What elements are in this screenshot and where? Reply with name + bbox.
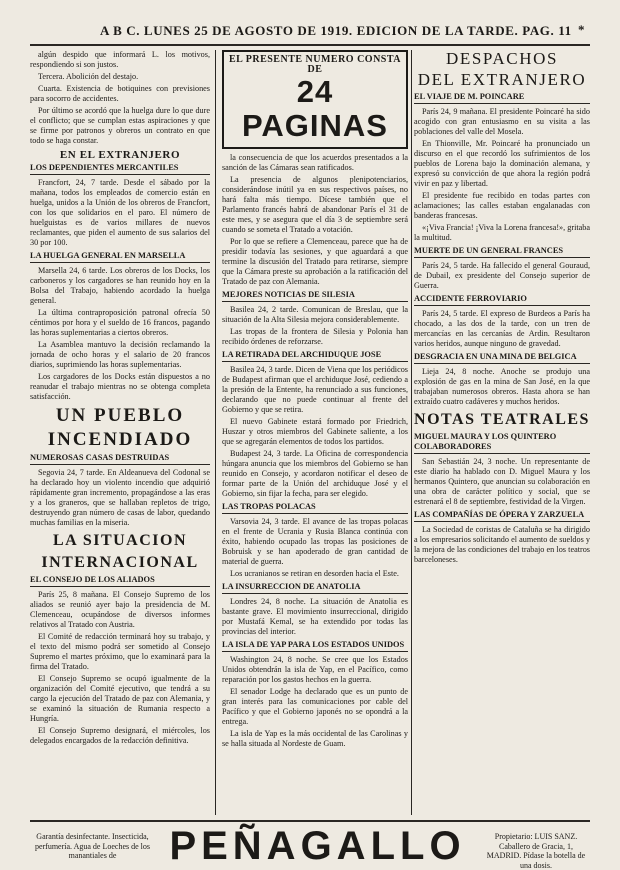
paragraph: Tercera. Abolición del destajo. xyxy=(38,72,139,81)
column-rule xyxy=(215,50,216,815)
section-title-extranjero: DEL EXTRANJERO xyxy=(417,70,587,89)
paragraph: Los cargadores de los Docks están dispuestos a no reanudar el trabajo mientras no se obtenga completa satisfacción. xyxy=(30,372,210,401)
subheading: EL VIAJE DE M. POINCARE xyxy=(414,92,590,104)
section-title-despachos: DESPACHOS xyxy=(445,50,559,68)
column-2 xyxy=(222,50,408,815)
header-mark: * xyxy=(578,22,585,37)
column-3 xyxy=(414,50,590,815)
paragraph: algún despido que informará L. los motivos, respondiendo si son justos. xyxy=(30,50,210,69)
subheading: MUERTE DE UN GENERAL FRANCES xyxy=(414,246,590,258)
section-title-notas-teatrales: NOTAS TEATRALES xyxy=(414,411,590,428)
paragraph: Marsella 24, 6 tarde. Los obreros de los Docks, los carboneros y los cargadores se han reunido hoy en la Bolsa del Trabajo, habiendo acordado la huelga general. xyxy=(30,266,210,305)
paragraph: Por lo que se refiere a Clemenceau, parece que ha de presidir todavía las sesiones, y que aguardará a que termine la discusión del Tratado para retirarse, siempre que la Cámara preste su aprobación a la ratificación del Tratado de paz con Alemania. xyxy=(222,237,408,286)
paragraph: El Comité de redacción terminará hoy su trabajo, y el texto del mismo podrá ser sometido al Consejo Supremo el martes próximo, que lo examinará para la firma del Tratado. xyxy=(30,632,210,671)
subheading: MIGUEL MAURA Y LOS QUINTERO COLABORADORES xyxy=(414,432,590,454)
subheading: EL CONSEJO DE LOS ALIADOS xyxy=(30,575,210,587)
subheading: LAS TROPAS POLACAS xyxy=(222,502,408,514)
banner-line-2: 24 PAGINAS xyxy=(242,74,388,143)
column-rule xyxy=(411,50,412,815)
subheading: MEJORES NOTICIAS DE SILESIA xyxy=(222,290,408,302)
paragraph: Lieja 24, 8 noche. Anoche se produjo una explosión de gas en la mina de San José, en la que trabajaban numerosos obreros. Hasta ahora se han extraído cuatro cadáveres y muchos heridos. xyxy=(414,367,590,406)
paragraph: París 25, 8 mañana. El Consejo Supremo de los aliados se reunió ayer bajo la presidencia de M. Clemenceau, ocupándose de diversos informes relativos al Tratado con Austria. xyxy=(30,590,210,629)
paragraph: Segovia 24, 7 tarde. En Aldeanueva del Codonal se ha declarado hoy un violento incendio que adquirió rápidamente gran incremento, propagándose a las eras y a los graneros, que se hallaban repletos de trigo, destruyendo gran número de casas de labor, quedando muchas familias en la miseria. xyxy=(30,468,210,527)
header-rule xyxy=(30,44,590,46)
paragraph: Las tropas de la frontera de Silesia y Polonia han recibido órdenes de reforzarse. xyxy=(222,327,408,346)
banner-line-1: EL PRESENTE NUMERO CONSTA DE xyxy=(228,54,402,75)
section-title-pueblo: UN PUEBLO xyxy=(55,405,185,426)
paragraph: Varsovia 24, 3 tarde. El avance de las tropas polacas en el frente de Ucrania y Rusia Blanca continúa con éxito, habiendo ocupado las tropas las posiciones de Bobruisk y se han apoderado de gran cantidad de material de guerra. xyxy=(222,517,408,566)
paragraph: Por último se acordó que la huelga dure lo que dure el conflicto; que se cumplan estas aspiraciones y que se firme por patronos y obreros un contrato en que todo se haga constar. xyxy=(30,106,210,145)
paragraph: El presidente fue recibido en todas partes con aclamaciones; las calles estaban engalanadas con banderas francesas. xyxy=(414,191,590,220)
paragraph: La Sociedad de coristas de Cataluña se ha dirigido a los empresarios solicitando el aumento de sueldos y la mejora de las condiciones del trabajo en los teatros barceloneses. xyxy=(414,525,590,564)
paragraph: Washington 24, 8 noche. Se cree que los Estados Unidos obtendrán la isla de Yap, en el Pacífico, como reparación por los gastos hechos en la guerra. xyxy=(222,655,408,684)
paragraph: París 24, 9 mañana. El presidente Poincaré ha sido acogido con gran entusiasmo en su visita a las poblaciones del valle del Mosela. xyxy=(414,107,590,136)
subheading: LA HUELGA GENERAL EN MARSELLA xyxy=(30,251,210,263)
subheading: DESGRACIA EN UNA MINA DE BELGICA xyxy=(414,352,590,364)
paragraph: La presencia de algunos plenipotenciarios, considerándose inútil ya en sus respectivos países, no hará falta más tiempo. Dícese también que el Parlamento francés habrá de abandonar París el 31 de este mes, y se asegura que el día 3 de septiembre será cuando se someta el Tratado a votación. xyxy=(222,175,408,234)
paragraph: San Sebastián 24, 3 noche. Un representante de este diario ha hablado con D. Miguel Maura y los hermanos Quintero, que anuncian su colaboración en una obra de carácter político y social, que se estrenará el 8 de septiembre, festividad de la Virgen. xyxy=(414,457,590,506)
subheading: NUMEROSAS CASAS DESTRUIDAS xyxy=(30,453,210,465)
subheading: ACCIDENTE FERROVIARIO xyxy=(414,294,590,306)
paragraph: París 24, 5 tarde. Ha fallecido el general Gouraud, de Dubail, ex presidente del Consejo superior de Guerra. xyxy=(414,261,590,290)
paragraph: El Consejo Supremo se ocupó igualmente de la organización del Comité ejecutivo, que tendrá a su cargo la ejecución del Tratado de paz con Alemania, y se examinó la situación de Rumania respecto a Hungría. xyxy=(30,674,210,723)
paragraph: La última contraproposición patronal ofrecía 50 céntimos por hora y el sueldo de 16 francos, pagando las horas suplementarias a ciertos obreros. xyxy=(30,308,210,337)
section-title-situacion: LA SITUACION xyxy=(52,532,188,549)
paragraph: «¡Viva Francia! ¡Viva la Lorena francesa!», gritaba la multitud. xyxy=(414,223,590,242)
ad-left-text: Garantía desinfectante. Insecticida, perfumería. Agua de Loeches de los manantiales de xyxy=(34,832,151,860)
section-title-incendiado: INCENDIADO xyxy=(47,429,193,450)
paragraph: La Asamblea mantuvo la decisión reclamando la jornada de ocho horas y el salario de 20 francos diarios, suprimiendo las horas suplementarias. xyxy=(30,340,210,369)
pages-banner xyxy=(222,50,408,149)
page-header: A B C. LUNES 25 DE AGOSTO DE 1919. EDICION DE LA TARDE. PAG. 11 xyxy=(100,23,572,38)
paragraph: Basilea 24, 3 tarde. Dicen de Viena que los periódicos de Budapest afirman que el archiduque José, cediendo a la presión de la Entente, ha renunciado a sus funciones, declarando que no puede continuar al frente del Gobierno y que se retira. xyxy=(222,365,408,414)
paragraph: la consecuencia de que los acuerdos presentados a la sanción de las Cámaras sean ratificados. xyxy=(222,153,408,172)
paragraph: Los ucranianos se retiran en desorden hacia el Este. xyxy=(230,569,399,578)
section-title-extranjero: EN EL EXTRANJERO xyxy=(59,149,181,161)
paragraph: El nuevo Gabinete estará formado por Friedrich, Huszar y otros miembros del Gabinete saliente, a los que se agregarán elementos de todos los partidos. xyxy=(222,417,408,446)
paragraph: El Consejo Supremo designará, el miércoles, los delegados encargados de la redacción definitiva. xyxy=(30,726,210,745)
paragraph: Cuarta. Existencia de botiquines con previsiones para socorro de accidentes. xyxy=(30,84,210,103)
paragraph: En Thionville, Mr. Poincaré ha pronunciado un discurso en el que recordó los sufrimientos de los pueblos de Lorena bajo la dominación alemana, y expresó su convicción de que ahora la región podrá vivir en paz y libertad. xyxy=(414,139,590,188)
subheading: LA ISLA DE YAP PARA LOS ESTADOS UNIDOS xyxy=(222,640,408,652)
paragraph: Budapest 24, 3 tarde. La Oficina de correspondencia húngara anuncia que los miembros del Gobierno se han reunido en Consejo, y acordaron notificar el deseo de formar parte de la Unión del archiduque José y el Gobierno, sin fijar la fecha, para ser elegido. xyxy=(222,449,408,498)
paragraph: Francfort, 24, 7 tarde. Desde el sábado por la mañana, todos los empleados de comercio están en huelga, unidos a la Unión de los obreros de Francfort, con los que solidarios en el paro. El número de huelguistas es de varios millares de nuevos reclamantes, que piden el aumento de sus salarios del 30 por 100. xyxy=(30,178,210,247)
subheading: LOS DEPENDIENTES MERCANTILES xyxy=(30,163,210,175)
paragraph: La isla de Yap es la más occidental de las Carolinas y se halla situada al Nordeste de Guam. xyxy=(222,729,408,748)
subheading: LAS COMPAÑÍAS DE ÓPERA Y ZARZUELA xyxy=(414,510,590,522)
paragraph: El senador Lodge ha declarado que es un punto de gran interés para las comunicaciones por cable del Pacífico y que el Gobierno japonés no se opondrá a la entrega. xyxy=(222,687,408,726)
ad-brand-name: PEÑAGALLO xyxy=(169,824,466,868)
section-title-internacional: INTERNACIONAL xyxy=(41,554,199,571)
ad-right-text: Propietario: LUIS SANZ. Caballero de Gracia, 1, MADRID. Pídase la botella de una dosis. xyxy=(486,832,586,870)
column-1 xyxy=(30,50,210,815)
paragraph: París 24, 5 tarde. El expreso de Burdeos a París ha chocado, a las dos de la tarde, con un tren de mercancías en las cercanías de Ardin. Resultaron varios heridos, aunque ninguno de gravedad. xyxy=(414,309,590,348)
paragraph: Londres 24, 8 noche. La situación de Anatolia es bastante grave. El movimiento insurreccional, dirigido por Mustafá Kemal, se ha extendido por todas las provincias del interior. xyxy=(222,597,408,636)
paragraph: Basilea 24, 2 tarde. Comunican de Breslau, que la situación de la Alta Silesia mejora considerablemente. xyxy=(222,305,408,324)
subheading: LA INSURRECCION DE ANATOLIA xyxy=(222,582,408,594)
ad-rule xyxy=(30,820,590,822)
subheading: LA RETIRADA DEL ARCHIDUQUE JOSE xyxy=(222,350,408,362)
